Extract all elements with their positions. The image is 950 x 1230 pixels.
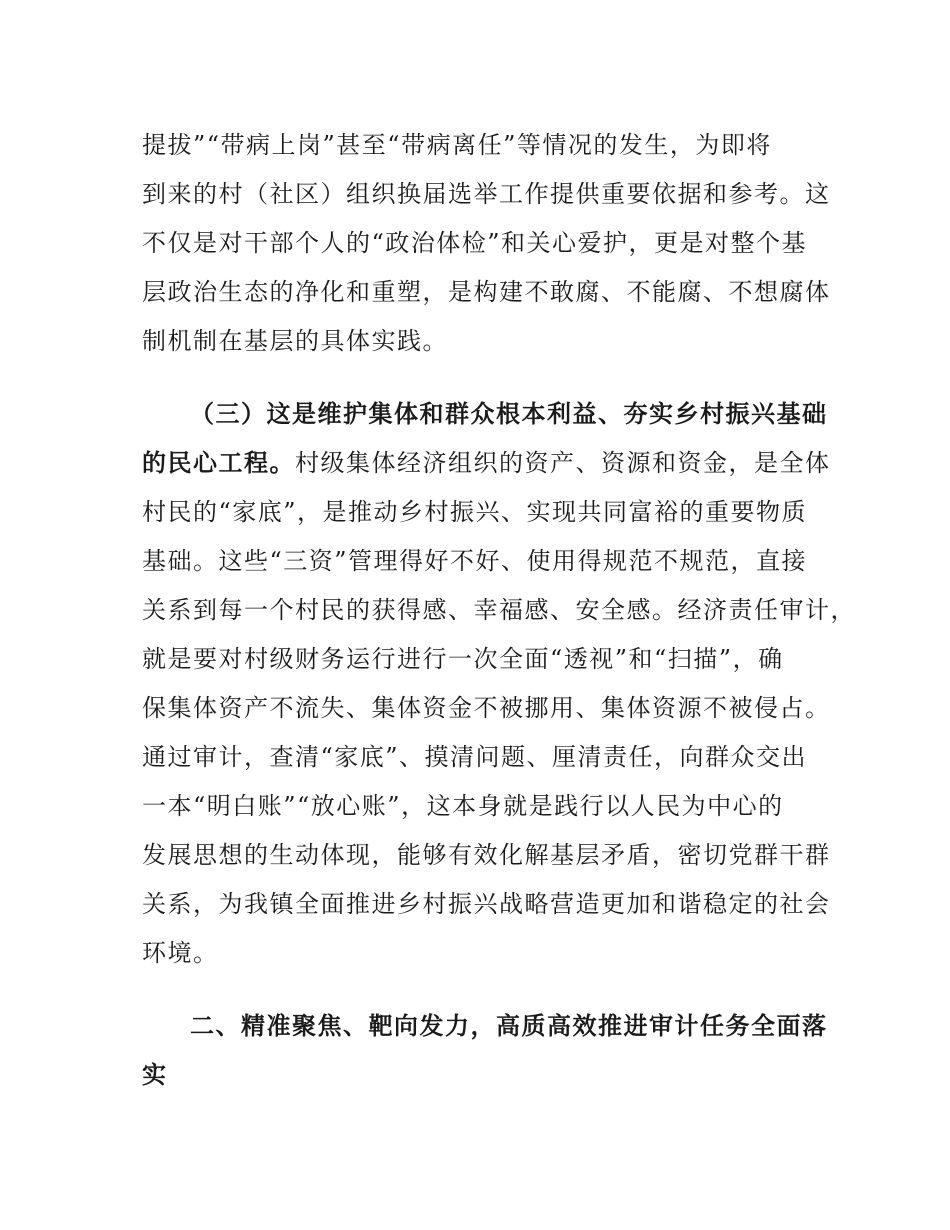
text-line: 提拔”“带病上岗”甚至“带病离任”等情况的发生，为即将 — [142, 131, 772, 159]
heading-line: 实 — [142, 1061, 168, 1089]
paragraph-continuation — [142, 121, 831, 366]
text-line: 环境。 — [142, 939, 219, 967]
text-line: 到来的村（社区）组织换届选举工作提供重要依据和参考。这 — [142, 180, 831, 208]
body-text: 村级集体经济组织的资产、资源和资金，是全体 — [295, 449, 831, 477]
text-line: 层政治生态的净化和重塑，是构建不敢腐、不能腐、不想腐体 — [142, 278, 831, 306]
subheading-line-1 — [142, 390, 828, 439]
text-line: 关系到每一个村民的获得感、幸福感、安全感。经济责任审计， — [142, 596, 856, 624]
text-line: 保集体资产不流失、集体资金不被挪用、集体资源不被侵占。 — [142, 694, 831, 722]
subheading-text: （三）这是维护集体和群众根本利益、夯实乡村振兴基础 — [190, 400, 828, 428]
subheading-line-2 — [142, 439, 831, 488]
text-line: 村民的“家底”，是推动乡村振兴、实现共同富裕的重要物质 — [142, 498, 808, 526]
text-line: 关系，为我镇全面推进乡村振兴战略营造更加和谐稳定的社会 — [142, 890, 831, 918]
text-line: 制机制在基层的具体实践。 — [142, 327, 448, 355]
text-line: 通过审计，查清“家底”、摸清问题、厘清责任，向群众交出 — [142, 743, 808, 771]
text-line: 基础。这些“三资”管理得好不好、使用得规范不规范，直接 — [142, 547, 808, 575]
text-line: 不仅是对干部个人的“政治体检”和关心爱护，更是对整个基 — [142, 229, 808, 257]
text-line: 就是要对村级财务运行进行一次全面“透视”和“扫描”，确 — [142, 645, 784, 673]
text-line: 发展思想的生动体现，能够有效化解基层矛盾，密切党群干群 — [142, 841, 831, 869]
document-page — [142, 121, 856, 1100]
heading-line: 二、精准聚焦、靶向发力，高质高效推进审计任务全面落 — [190, 1012, 828, 1040]
text-line: 一本“明白账”“放心账”，这本身就是践行以人民为中心的 — [142, 792, 784, 820]
section-heading-two — [142, 1002, 828, 1100]
subheading-text-end: 的民心工程。 — [142, 449, 295, 477]
paragraph-section-three — [142, 390, 856, 978]
